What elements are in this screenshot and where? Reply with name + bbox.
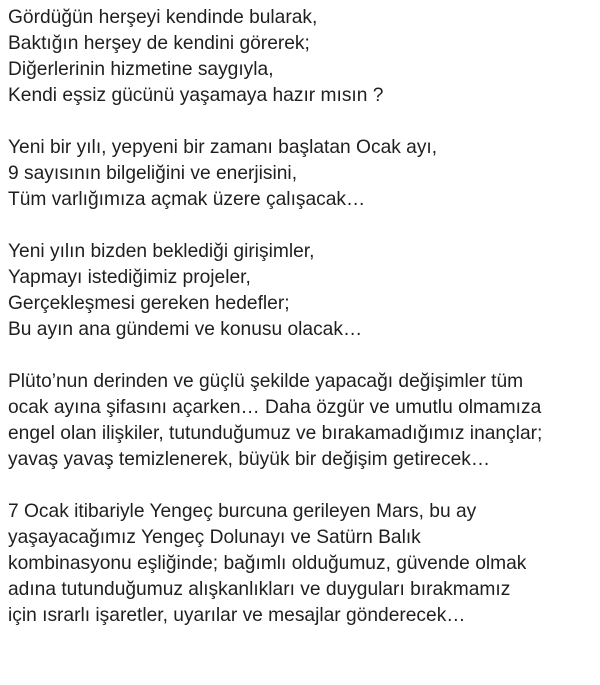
text-line: için ısrarlı işaretler, uyarılar ve mesajlar gönderecek… [8, 605, 466, 626]
text-line: ocak ayına şifasını açarken… Daha özgür ve umutlu olmamıza [8, 397, 542, 418]
text-line: 9 sayısının bilgeliğini ve enerjisini, [8, 163, 298, 184]
text-line: Kendi eşsiz gücünü yaşamaya hazır mısın ? [8, 85, 384, 106]
text-line: yaşayacağımız Yengeç Dolunayı ve Satürn Balık [8, 527, 421, 548]
paragraph-4 [8, 369, 596, 473]
text-line: Yeni yılın bizden beklediği girişimler, [8, 241, 315, 262]
text-line: 7 Ocak itibariyle Yengeç burcuna gerileyen Mars, bu ay [8, 501, 477, 522]
document-body [8, 0, 596, 655]
text-line: Bu ayın ana gündemi ve konusu olacak… [8, 319, 363, 340]
text-line: Yeni bir yılı, yepyeni bir zamanı başlatan Ocak ayı, [8, 137, 438, 158]
text-line: Gerçekleşmesi gereken hedefler; [8, 293, 290, 314]
text-line: adına tutunduğumuz alışkanlıkları ve duyguları bırakmamız [8, 579, 511, 600]
text-line: Yapmayı istediğimiz projeler, [8, 267, 251, 288]
text-line: Gördüğün herşeyi kendinde bularak, [8, 7, 318, 28]
text-line: Plüto’nun derinden ve güçlü şekilde yapacağı değişimler tüm [8, 371, 524, 392]
paragraph-2 [8, 135, 596, 213]
paragraph-1 [8, 0, 596, 109]
text-line: Tüm varlığımıza açmak üzere çalışacak… [8, 189, 366, 210]
text-line: engel olan ilişkiler, tutunduğumuz ve bırakamadığımız inançlar; [8, 423, 543, 444]
paragraph-3 [8, 239, 596, 343]
text-line: Diğerlerinin hizmetine saygıyla, [8, 59, 274, 80]
text-line: kombinasyonu eşliğinde; bağımlı olduğumuz, güvende olmak [8, 553, 527, 574]
text-line: Baktığın herşey de kendini görerek; [8, 33, 310, 54]
text-line: yavaş yavaş temizlenerek, büyük bir değişim getirecek… [8, 449, 491, 470]
paragraph-5 [8, 499, 596, 629]
